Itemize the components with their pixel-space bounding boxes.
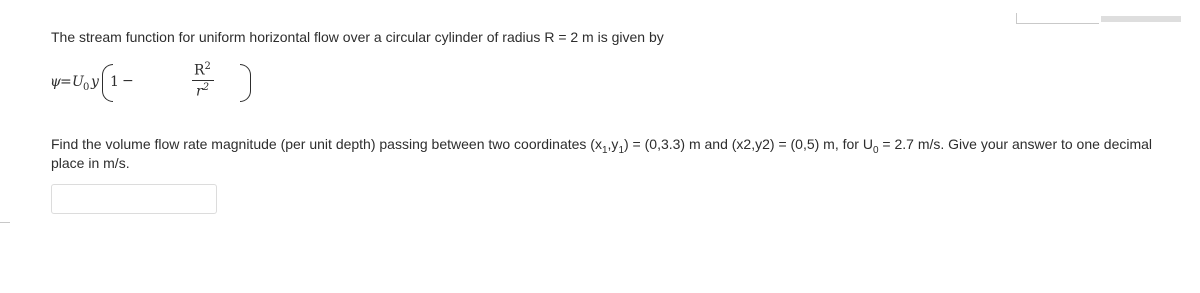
top-right-bar-decoration [1101,16,1181,22]
question-subscript-3: 0 [872,144,879,156]
formula-u-subscript: 0 [83,82,90,93]
formula-equals: = [60,74,72,90]
formula-numerator-r: R [194,62,205,79]
formula-psi: ψ [50,74,61,90]
formula-u: U [72,74,84,90]
question-part-1: Find the volume flow rate magnitude (per unit depth) passing between two coordinates (x [51,136,602,152]
formula-denominator-exponent: 2 [202,82,210,93]
formula-one: 1 [110,74,119,90]
formula-fraction-bar [192,80,214,81]
formula-denominator-r: r [196,83,203,100]
formula-numerator-exponent: 2 [204,61,211,72]
top-right-bracket-decoration [1016,13,1099,24]
formula-fraction-denominator [196,82,209,100]
left-edge-mark [0,222,10,223]
formula-right-parenthesis [240,64,251,102]
formula-minus: − [122,73,134,89]
formula-y: y [91,74,99,90]
answer-input[interactable] [51,184,217,214]
problem-statement: The stream function for uniform horizontal flow over a circular cylinder of radius R = 2 m is given by [51,29,664,45]
question-subscript-2: 1 [618,144,624,156]
question-subscript-1: 1 [601,144,608,156]
question-part-2: ,y [607,136,619,152]
question-part-4: = 2.7 m/s. Give your answer to one decimal place in m/s. [51,136,1153,171]
question-part-3: ) = (0,3.3) m and (x2,y2) = (0,5) m, for U [624,136,873,152]
formula-fraction-numerator [194,61,211,79]
question-text [51,135,1161,173]
